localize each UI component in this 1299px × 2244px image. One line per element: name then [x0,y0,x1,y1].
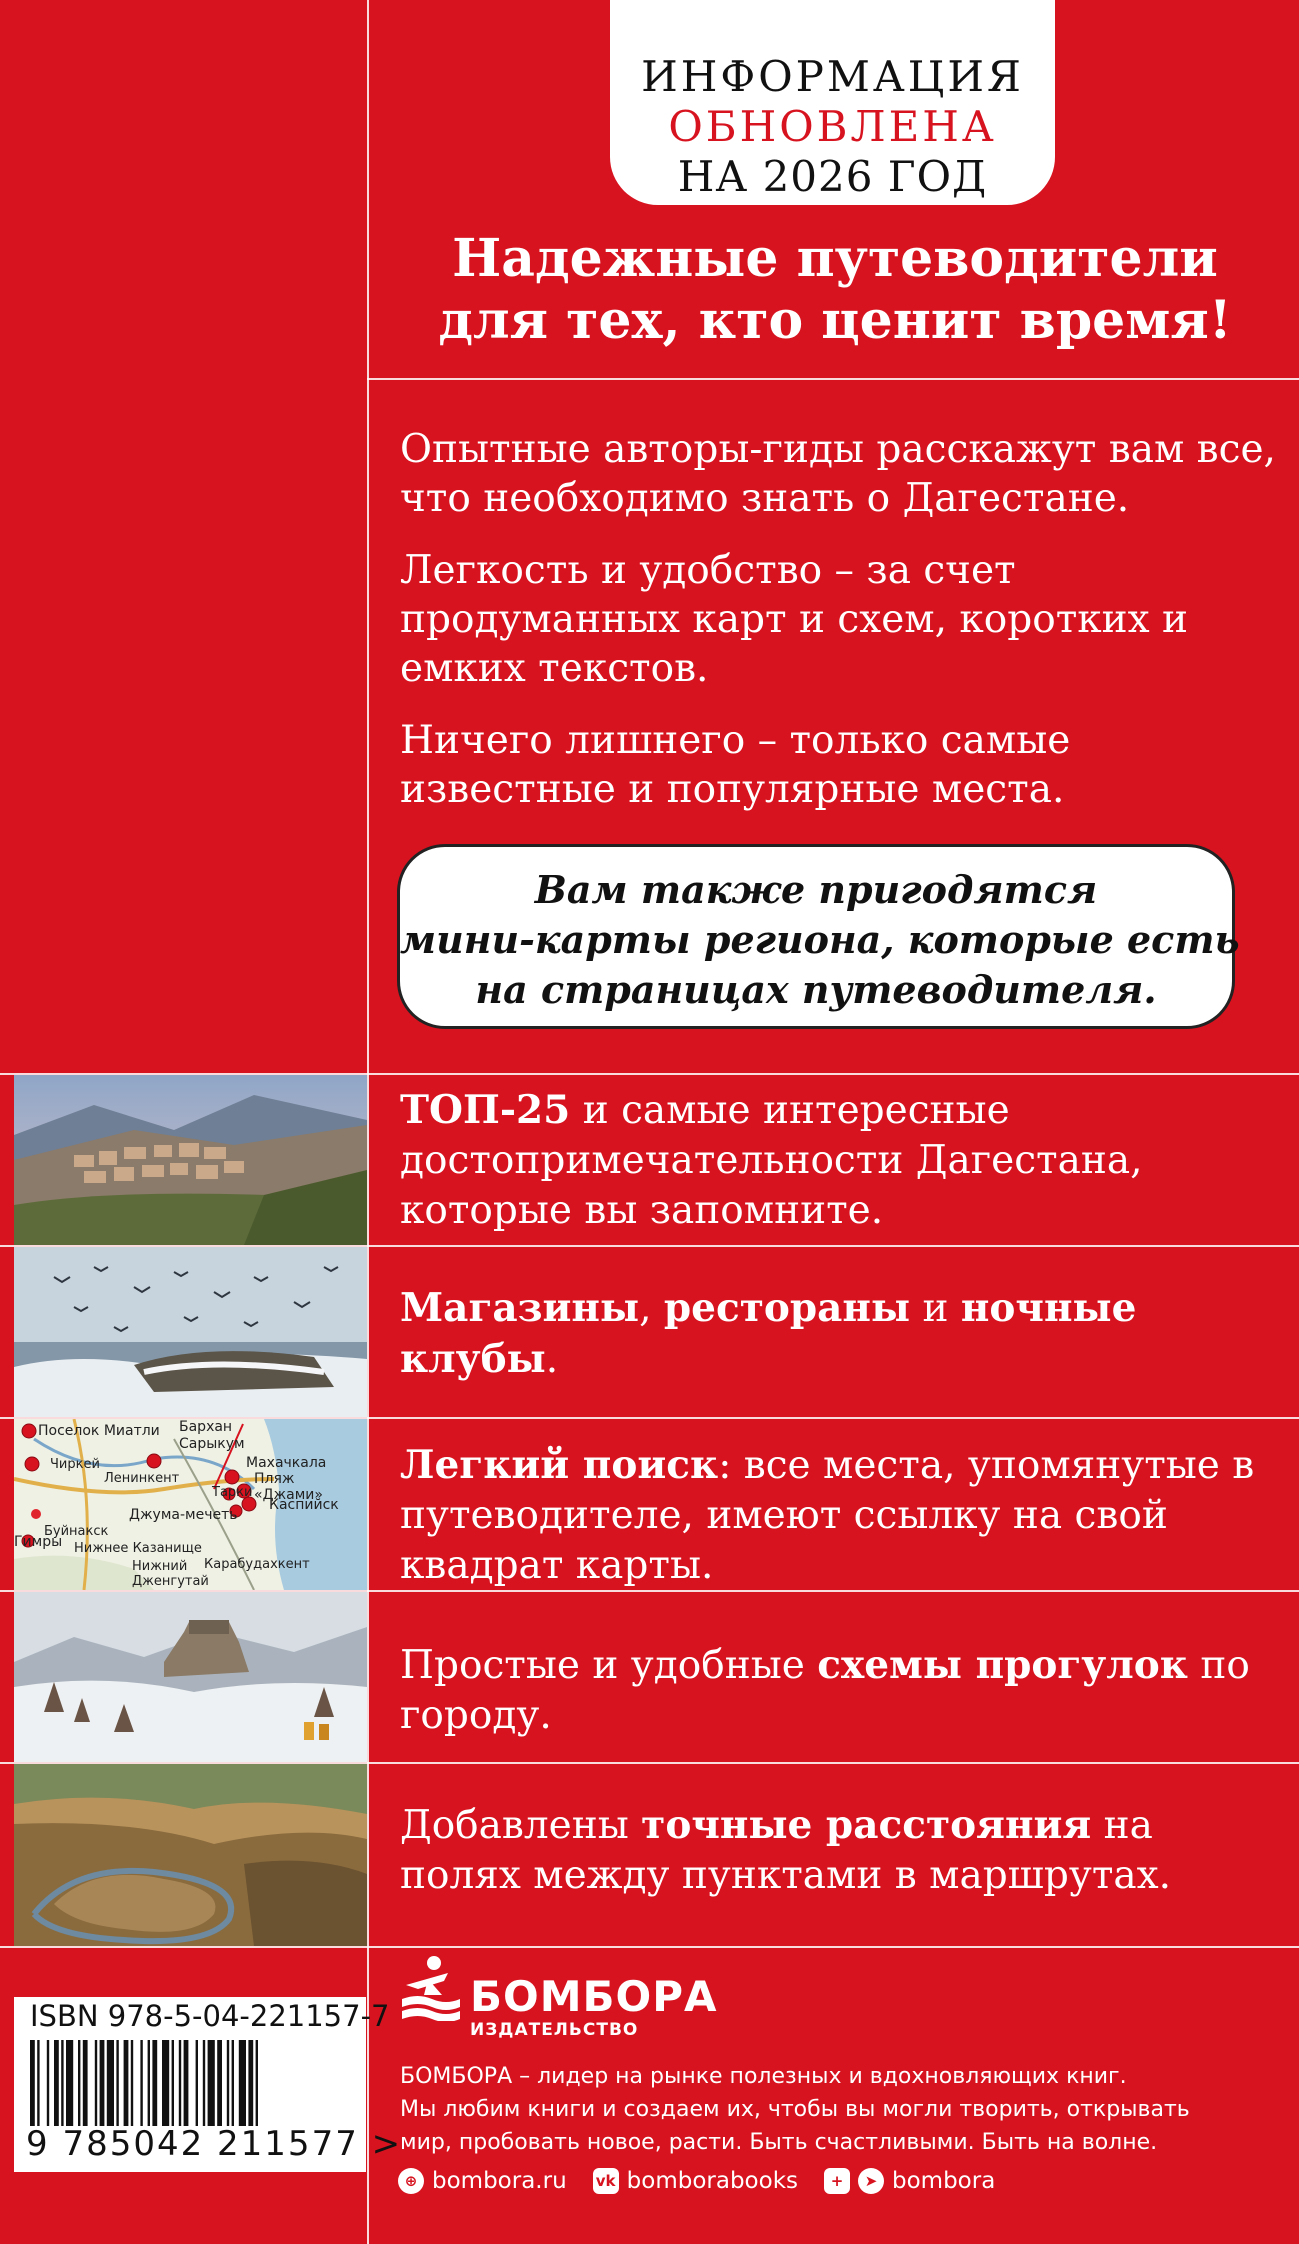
vertical-divider [367,0,369,2244]
divider-feature-5 [0,1946,1299,1948]
map-label-5: Махачкала [246,1455,327,1471]
barcode-bar [116,2040,118,2126]
feature-distances-bold: точные расстояния [641,1802,1092,1848]
barcode-bar [66,2040,73,2126]
website-text: bombora.ru [432,2168,567,2194]
globe-icon: ⊕ [398,2168,424,2194]
map-label-2: Бархан Сарыкум [179,1419,245,1452]
feature-top25-bold: ТОП-25 [400,1087,571,1133]
feature-shops-bold-1: Магазины [400,1285,640,1331]
feature-shops-bold-2: рестораны [663,1285,911,1331]
info-updated-badge [610,0,1055,205]
feature-walk-schemes-bold: схемы прогулок [817,1642,1188,1688]
map-label-4: Ленинкент [104,1471,180,1486]
mountain-village-photo [14,1075,367,1245]
barcode-digits: 9 785042 211577 > [26,2124,403,2164]
publisher-subtitle: ИЗДАТЕЛЬСТВО [470,2020,639,2040]
barcode-bar [203,2040,205,2126]
barcode-bar [30,2040,35,2126]
barcode-bar [83,2040,88,2126]
barcode-bar [208,2040,215,2126]
info-line-1: ИНФОРМАЦИЯ [641,52,1024,101]
vk-link[interactable] [593,2168,798,2194]
intro-paragraph-1: Опытные авторы-гиды расскажут вам все, что необходимо знать о Дагестане. [400,427,1276,521]
publisher-line-1: БОМБОРА – лидер на рынке полезных и вдохновляющих книг. [400,2064,1127,2089]
feature-shops-text-1: , [639,1286,664,1331]
feature-easy-search [400,1440,1280,1591]
publisher-line-2: Мы любим книги и создаем их, чтобы вы могли творить, открывать [400,2097,1190,2122]
map-label-9: Джума-мечеть [129,1507,238,1523]
barcode-bar [172,2040,174,2126]
feature-walk-schemes [400,1640,1280,1741]
barcode-bar [248,2040,253,2126]
barcode-bar [179,2040,181,2126]
barcode-bar [107,2040,114,2126]
headline-line-1: Надежные путеводители [452,228,1218,289]
feature-shops-text-3: . [545,1337,559,1382]
barcode-bar [78,2040,80,2126]
barcode-bar [232,2040,234,2126]
feature-walk-schemes-text-1: Простые и удобные [400,1643,818,1688]
feature-walk-schemes-text-2: по городу. [400,1643,1250,1738]
plus-icon: + [824,2168,850,2194]
barcode-bar [47,2040,49,2126]
feature-top25-text: и самые интересные достопримечательности Дагестана, которые вы запомните. [400,1088,1143,1233]
info-line-2: ОБНОВЛЕНА [668,102,997,151]
barcode-bar [37,2040,39,2126]
feature-easy-search-bold: Легкий поиск [400,1442,719,1488]
barcode-bar [184,2040,189,2126]
canyon-photo [14,1764,367,1946]
headline-line-2: для тех, кто ценит время! [438,290,1232,351]
intro-text [400,425,1280,837]
mini-maps-callout [397,844,1240,1029]
barcode-bar [152,2040,157,2126]
map-label-7: Каспийск [269,1497,339,1513]
map-label-1: Поселок Миатли [38,1423,160,1439]
barcode-bar [95,2040,97,2126]
website-link[interactable] [398,2168,567,2194]
barcode-bar [124,2040,129,2126]
map-label-3: Чиркей [50,1457,100,1472]
seagulls-sea-photo [14,1247,367,1417]
feature-shops-text-2: и [910,1286,961,1331]
feature-easy-search-text: : все места, упомянутые в путеводителе, имеют ссылку на свой квадрат карты. [400,1443,1255,1588]
barcode-bar [196,2040,198,2126]
barcode-bar [131,2040,133,2126]
map-label-11: Гимры [14,1534,63,1550]
publisher-line-3: мир, пробовать новое, расти. Быть счастливыми. Быть на волне. [400,2130,1158,2155]
barcode-bar [148,2040,150,2126]
vk-text: bomborabooks [626,2168,798,2194]
feature-shops-bold-3: ночные клубы [400,1285,1137,1382]
map-label-14: Нижний Дженгутай [132,1559,209,1589]
intro-paragraph-2: Легкость и удобство – за счет продуманных карт и схем, коротких и емких текстов. [400,548,1189,691]
map-label-10: Буйнакск [44,1524,109,1539]
snowy-fortress-photo [14,1592,367,1762]
barcode-bar [54,2040,59,2126]
map-label-6: Пляж «Джами» [254,1471,323,1503]
feature-shops [400,1283,1280,1385]
feature-distances-text-1: Добавлены [400,1803,642,1848]
barcode-bar [100,2040,105,2126]
info-line-3: НА 2026 ГОД [677,152,988,201]
telegram-text: bombora [892,2168,996,2194]
telegram-link[interactable] [824,2168,995,2194]
barcode-bar [227,2040,229,2126]
social-links [398,2168,995,2194]
map-label-12: Нижнее Казанище [74,1541,202,1556]
callout-line-2: мини-карты региона, которые есть [400,917,1240,962]
divider-headline [367,378,1299,380]
barcode-bar [256,2040,258,2126]
barcode-bar [162,2040,169,2126]
feature-distances [400,1800,1280,1901]
feature-top25 [400,1085,1280,1236]
callout-line-3: на страницах путеводителя. [475,967,1157,1012]
telegram-icon: ➤ [858,2168,884,2194]
barcode [30,2040,350,2126]
bombora-logo-icon [398,1955,462,2021]
publisher-description [400,2060,1280,2159]
barcode-bar [239,2040,246,2126]
region-map-preview [14,1419,367,1590]
callout-line-1: Вам также пригодятся [534,867,1098,912]
barcode-bar [140,2040,142,2126]
barcode-bar [61,2040,63,2126]
map-label-8: Тарки [212,1485,253,1500]
map-label-13: Карабудахкент [204,1557,310,1572]
barcode-bar [217,2040,222,2126]
feature-distances-text-2: на полях между пунктами в маршрутах. [400,1803,1172,1898]
intro-paragraph-3: Ничего лишнего – только самые известные и популярные места. [400,718,1071,812]
isbn-label: ISBN 978-5-04-221157-7 [30,1999,390,2033]
headline [380,228,1290,352]
vk-icon: vk [593,2168,619,2194]
publisher-name: БОМБОРА [470,1972,718,2021]
